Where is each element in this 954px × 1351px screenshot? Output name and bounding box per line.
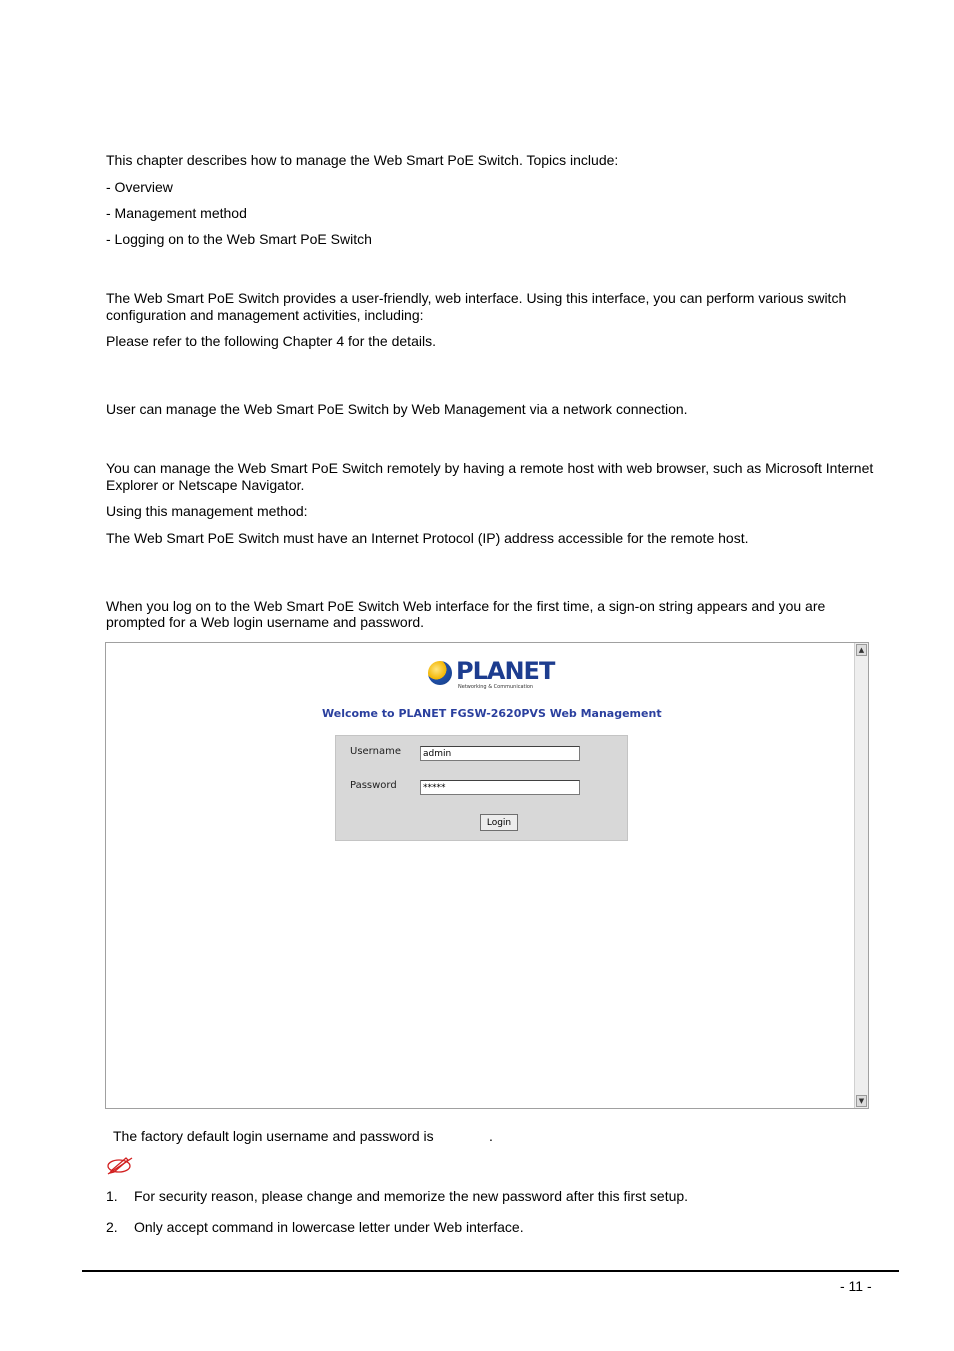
topic-management-method: - Management method [106,205,247,221]
planet-logo [428,657,555,691]
login-panel [335,735,628,841]
remote-text-line1: You can manage the Web Smart PoE Switch remotely by having a remote host with web browser, such as Microsoft Internet [106,460,874,476]
username-label: Username [350,746,401,757]
method-text: User can manage the Web Smart PoE Switch by Web Management via a network connection. [106,401,688,417]
note-1-text: For security reason, please change and memorize the new password after this first setup. [134,1188,689,1204]
pencil-crossed-icon [106,1156,134,1176]
remote-text-line2: Explorer or Netscape Navigator. [106,477,305,493]
password-label: Password [350,780,397,791]
page-number: - 11 - [840,1278,872,1294]
logon-text-line1: When you log on to the Web Smart PoE Switch Web interface for the first time, a sign-on string appears and you are [106,598,826,614]
default-credentials-note: The factory default login username and password is [113,1128,434,1144]
footer-rule [82,1270,899,1272]
arrow-up-icon[interactable]: ▲ [856,644,867,656]
overview-refer: Please refer to the following Chapter 4 for the details. [106,333,436,349]
username-input[interactable] [420,746,580,761]
topic-overview: - Overview [106,179,173,195]
logo-brand: PLANET [456,657,555,685]
login-screenshot [105,642,869,1109]
logo-tagline: Networking & Communication [458,684,534,690]
topic-logging-on: - Logging on to the Web Smart PoE Switch [106,231,372,247]
logon-text-line2: prompted for a Web login username and password. [106,614,425,630]
login-button[interactable]: Login [480,814,518,831]
globe-icon [428,661,452,685]
remote-using: Using this management method: [106,503,308,519]
intro-text: This chapter describes how to manage the Web Smart PoE Switch. Topics include: [106,152,619,168]
password-input[interactable] [420,780,580,795]
default-credentials-note-end: . [489,1128,493,1144]
note-1-number: 1. [106,1188,118,1204]
vertical-scrollbar[interactable] [854,643,868,1108]
arrow-down-icon[interactable]: ▼ [856,1095,867,1107]
overview-text-line1: The Web Smart PoE Switch provides a user-friendly, web interface. Using this interface, you can perform various switch [106,290,847,306]
remote-requirement: The Web Smart PoE Switch must have an Internet Protocol (IP) address accessible for the remote host. [106,530,749,546]
note-2-number: 2. [106,1219,118,1235]
overview-text-line2: configuration and management activities, including: [106,307,424,323]
note-2-text: Only accept command in lowercase letter under Web interface. [134,1219,524,1235]
welcome-title: Welcome to PLANET FGSW-2620PVS Web Management [322,707,662,720]
